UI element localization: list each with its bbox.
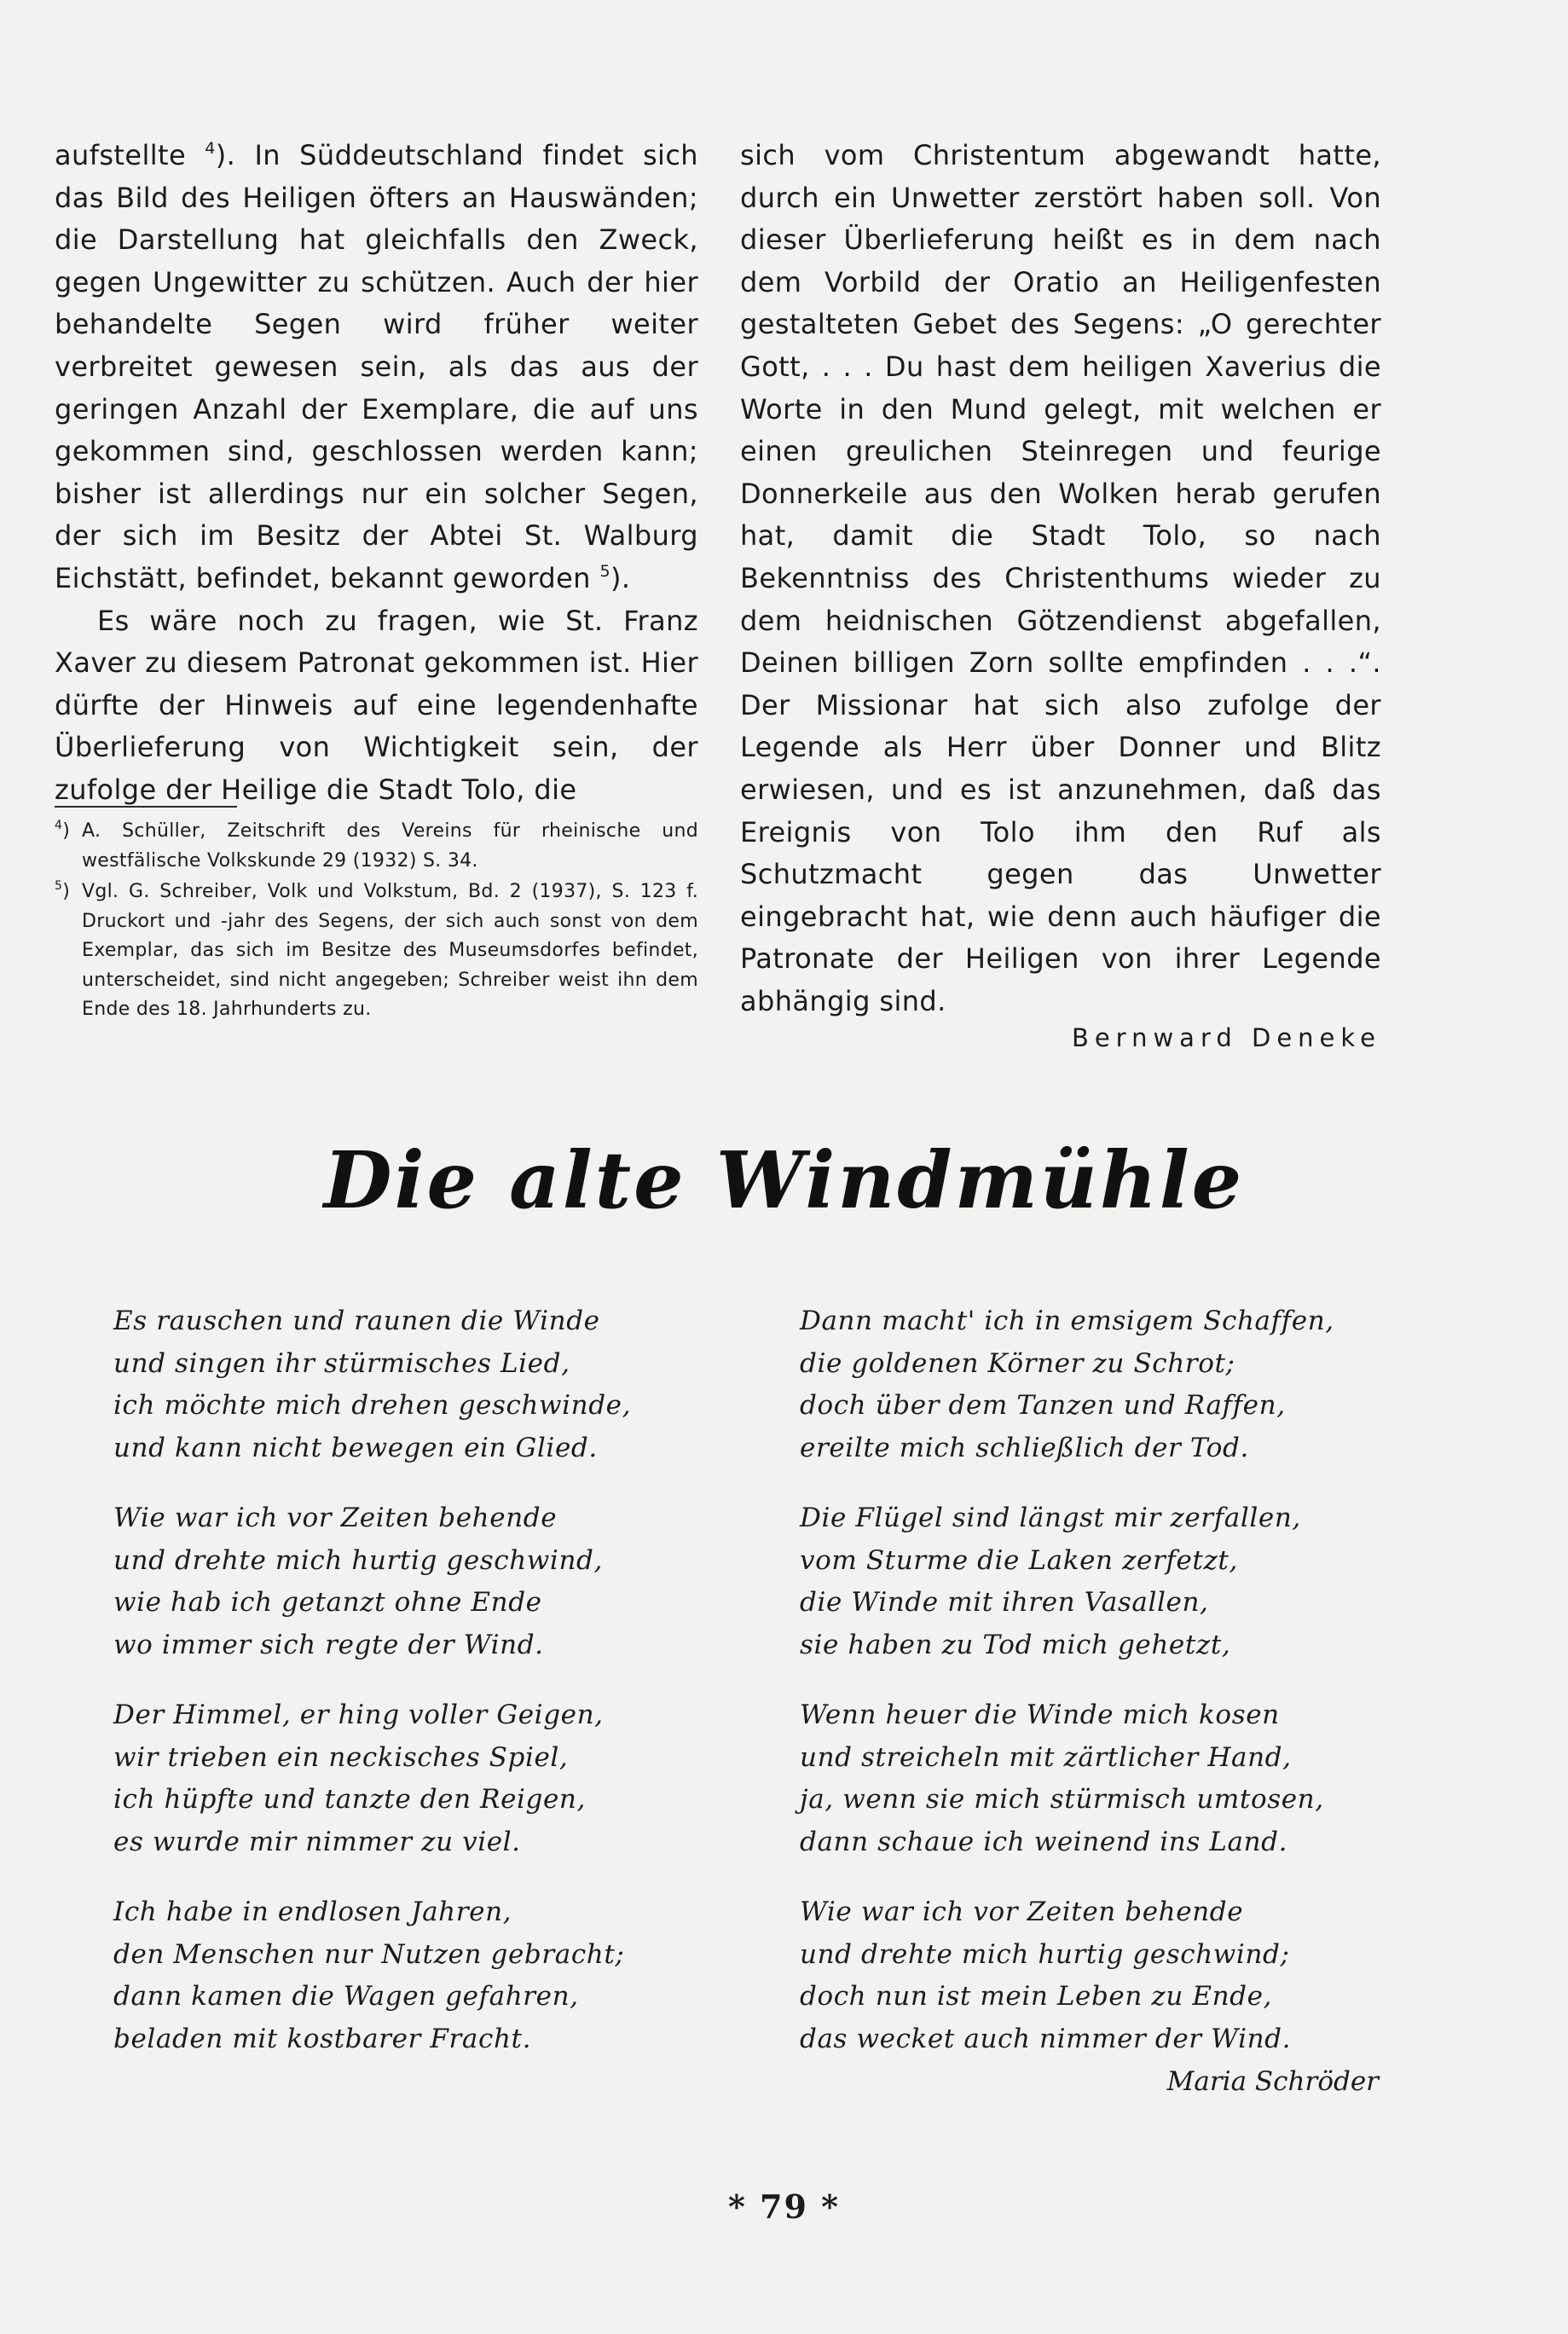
article-right-column <box>740 135 1381 1022</box>
poem-line: und singen ihr stürmisches Lied, <box>113 1347 570 1379</box>
paragraph-3: sich vom Christentum abgewandt hatte, durch ein Unwetter zerstört haben soll. Von dieser Überlieferung heißt es in dem nach dem Vorbild der Oratio an Heiligenfesten gestalteten Gebet des Segens: „O gerechter Gott, . . . Du hast dem heiligen Xaverius die Worte in den Mund gelegt, mit welchen er einen greulichen Steinregen und feurige Donnerkeile aus den Wolken herab gerufen hat, damit die Stadt Tolo, so nach Bekenntniss des Christenthums wieder zu dem heidnischen Götzendienst abgefallen, Deinen billigen Zorn sollte empfinden . . .“. Der Missionar hat sich also zufolge der Legende als Herr über Donner und Blitz erwiesen, und es ist anzunehmen, daß das Ereignis von Tolo ihm den Ruf als Schutzmacht gegen das Unwetter eingebracht hat, wie denn auch häufiger die Patronate der Heiligen von ihrer Legende abhängig sind. <box>740 139 1381 1017</box>
poem-title: Die alte Windmühle <box>323 1134 1245 1226</box>
poem-line: wir trieben ein neckisches Spiel, <box>113 1741 569 1773</box>
poem-line: sie haben zu Tod mich gehetzt, <box>800 1629 1231 1660</box>
footnote-4: $^4$) A. Schüller, Zeitschrift des Vereins für rheinische und westfälische Volkskunde 29 (1932) S. 34. <box>55 819 698 872</box>
poem-stanza <box>800 1300 1448 1469</box>
poem-line: Wenn heuer die Winde mich kosen <box>800 1700 1280 1730</box>
poem-line: und kann nicht bewegen ein Glied. <box>113 1432 598 1463</box>
poem-line: und streicheln mit zärtlicher Hand, <box>800 1741 1292 1773</box>
article-author: Bernward Deneke <box>1071 1023 1381 1052</box>
poem-stanza <box>800 1891 1448 2060</box>
poem-line: ereilte mich schließlich der Tod. <box>800 1432 1249 1463</box>
poem-line: und drehte mich hurtig geschwind, <box>113 1544 603 1576</box>
poem-stanza <box>113 1694 761 1863</box>
poem-line: Der Himmel, er hing voller Geigen, <box>113 1700 604 1730</box>
poem-line: die goldenen Körner zu Schrot; <box>800 1347 1235 1379</box>
page-number: * 79 * <box>727 2187 841 2226</box>
footnote-5: $^5$) Vgl. G. Schreiber, Volk und Volkstum, Bd. 2 (1937), S. 123 f. Druckort und -jahr des Segens, der sich auch sonst von dem Exemplar, das sich im Besitze des Museumsdorfes befindet, unterscheidet, sind nicht angegeben; Schreiber weist ihn dem Ende des 18. Jahrhunderts zu. <box>55 879 698 1020</box>
poem-line: Es rauschen und raunen die Winde <box>113 1306 600 1336</box>
poem-stanza <box>113 1300 761 1469</box>
poem-line: das wecket auch nimmer der Wind. <box>800 2023 1292 2054</box>
footnotes <box>55 817 698 1027</box>
poem-line: Die Flügel sind längst mir zerfallen, <box>800 1503 1301 1533</box>
poem-line: doch über dem Tanzen und Raffen, <box>800 1390 1286 1421</box>
poem-line: die Winde mit ihren Vasallen, <box>800 1587 1209 1618</box>
poem-line: ich möchte mich drehen geschwinde, <box>113 1390 632 1421</box>
footnote-ref-5: 5 <box>599 561 610 581</box>
poem-stanza <box>113 1497 761 1666</box>
poem-stanza <box>800 1694 1448 1863</box>
footnote-ref-4: 4 <box>205 139 216 158</box>
poem-line: vom Sturme die Laken zerfetzt, <box>800 1544 1238 1576</box>
poem-line: es wurde mir nimmer zu viel. <box>113 1826 521 1857</box>
poem-line: wie hab ich getanzt ohne Ende <box>113 1587 542 1618</box>
poem-line: dann schaue ich weinend ins Land. <box>800 1826 1288 1857</box>
poem-line: doch nun ist mein Leben zu Ende, <box>800 1981 1272 2012</box>
poem-line: Ich habe in endlosen Jahren, <box>113 1897 512 1927</box>
poem-left-column <box>113 1300 761 2088</box>
paragraph-1: aufstellte $^4$). In Süddeutschland findet sich das Bild des Heiligen öfters an Hauswänden; die Darstellung hat gleichfalls den Zweck, gegen Ungewitter zu schützen. Auch der hier behandelte Segen wird früher weiter verbreitet gewesen sein, als das aus der geringen Anzahl der Exemplare, die auf uns gekommen sind, geschlossen werden kann; bisher ist allerdings nur ein solcher Segen, der sich im Besitz der Abtei St. Walburg Eichstätt, befindet, bekannt geworden $^5$). <box>55 139 698 594</box>
paragraph-2: Es wäre noch zu fragen, wie St. Franz Xaver zu diesem Patronat gekommen ist. Hier dürfte der Hinweis auf eine legendenhafte Überlieferung von Wichtigkeit sein, der zufolge der Heilige die Stadt Tolo, die <box>55 604 698 806</box>
poem-stanza <box>800 1497 1448 1666</box>
poem-line: wo immer sich regte der Wind. <box>113 1629 544 1660</box>
poem-line: Dann macht' ich in emsigem Schaffen, <box>800 1306 1334 1336</box>
poem-line: ich hüpfte und tanzte den Reigen, <box>113 1784 586 1815</box>
poem-right-column <box>800 1300 1448 2088</box>
poem-line: und drehte mich hurtig geschwind; <box>800 1938 1290 1970</box>
poem-stanza <box>113 1891 761 2060</box>
poem-line: dann kamen die Wagen gefahren, <box>113 1981 579 2012</box>
poem-line: beladen mit kostbarer Fracht. <box>113 2023 532 2054</box>
poem-line: Wie war ich vor Zeiten behende <box>800 1897 1244 1927</box>
poem-line: Wie war ich vor Zeiten behende <box>113 1503 558 1533</box>
footnote-divider <box>55 806 237 808</box>
article-left-column <box>55 135 698 812</box>
poem-line: den Menschen nur Nutzen gebracht; <box>113 1938 625 1970</box>
poem-line: ja, wenn sie mich stürmisch umtosen, <box>800 1784 1324 1815</box>
poem-author: Maria Schröder <box>1166 2066 1379 2097</box>
